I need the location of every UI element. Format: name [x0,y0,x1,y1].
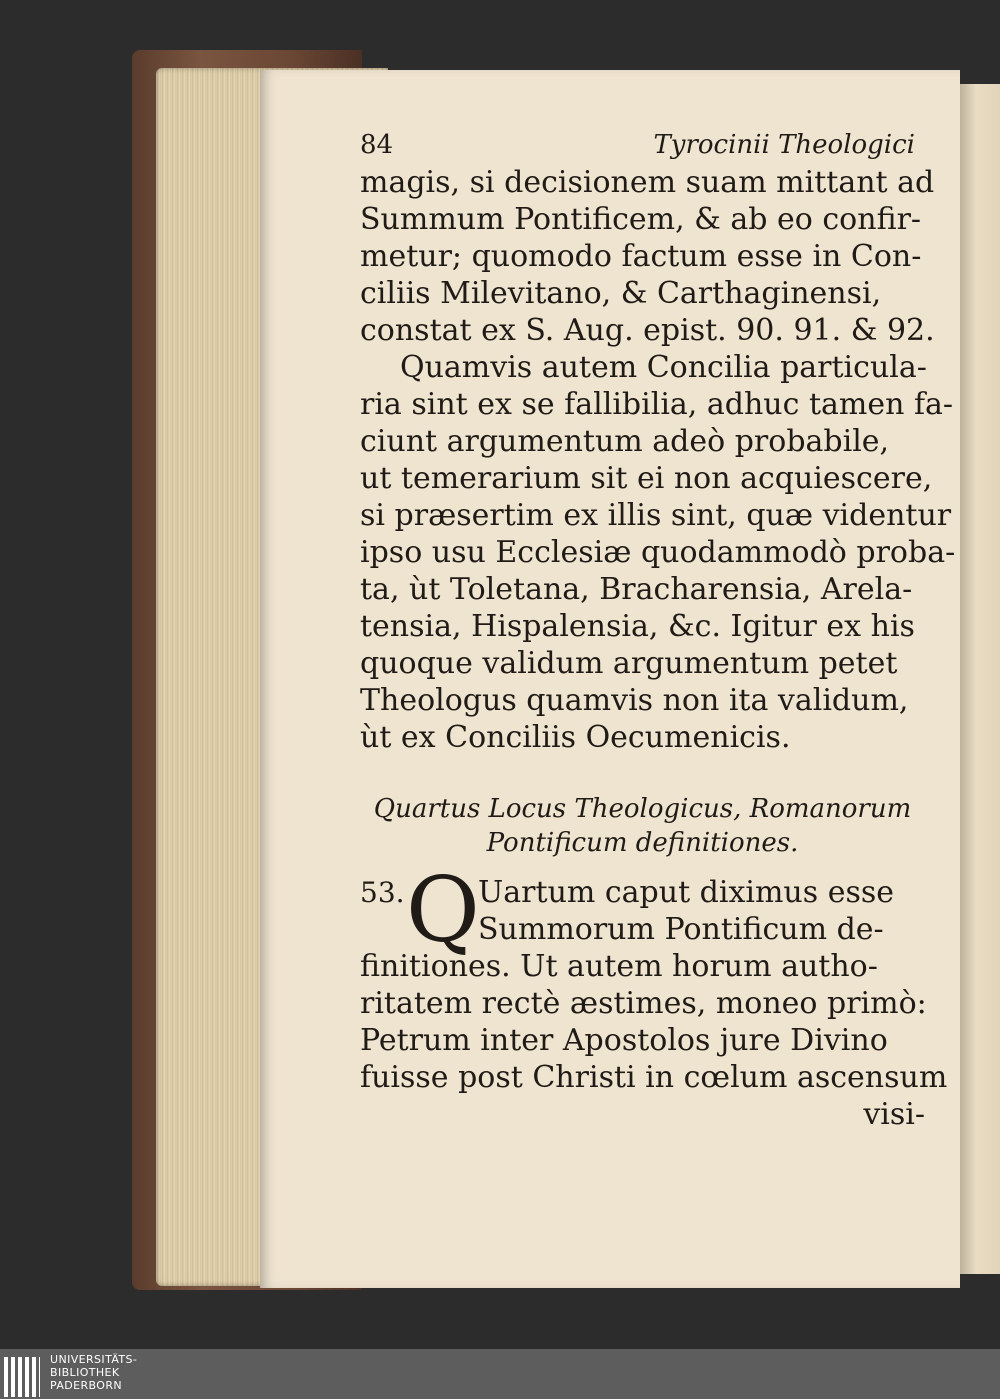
library-name [50,1353,137,1392]
library-name-line: BIBLIOTHEK [50,1366,120,1379]
text-line: ciunt argumentum adeò probabile, [360,424,890,459]
text-line: Summorum Pontificum de- [478,912,884,947]
text-line: ut temerarium sit ei non acquiescere, [360,461,933,496]
paragraph-number: 53. [360,876,405,909]
running-title: Tyrocinii Theologici [653,130,915,160]
library-name-line: UNIVERSITÄTS- [50,1353,138,1366]
text-line: fuisse post Christi in cœlum ascensum [360,1060,948,1095]
text-line: Petrum inter Apostolos jure Divino [360,1023,888,1058]
text-line: finitiones. Ut autem horum autho- [360,949,878,984]
text-line: constat ex S. Aug. epist. 90. 91. & 92. [360,313,935,348]
facing-page-edge [960,84,1000,1274]
text-line: Quamvis autem Concilia particula- [400,350,927,385]
text-line: Theologus quamvis non ita validum, [360,683,909,718]
page-text [360,100,956,1133]
text-line: ritatem rectè æstimes, moneo primò: [360,986,927,1021]
section-heading-line-2: Pontificum definitiones. [486,828,799,858]
text-line: Summum Pontificem, & ab eo confir- [360,202,922,237]
library-logo-icon [4,1357,40,1397]
page-number: 84 [360,130,394,160]
catchword: visi- [863,1097,925,1132]
text-line: ciliis Milevitano, & Carthaginensi, [360,276,882,311]
text-line: ria sint ex se fallibilia, adhuc tamen fa- [360,387,954,422]
text-line: magis, si decisionem suam mittant ad [360,165,935,200]
library-name-line: PADERBORN [50,1379,123,1392]
text-line: Uartum caput diximus esse [478,875,894,910]
library-footer [0,1349,1000,1399]
drop-cap: Q [406,858,480,963]
text-line: metur; quomodo factum esse in Con- [360,239,922,274]
text-line: tensia, Hispalensia, &c. Igitur ex his [360,609,915,644]
text-line: si præsertim ex illis sint, quæ videntur [360,498,952,533]
section-heading-line-1: Quartus Locus Theologicus, Romanorum [373,794,912,824]
running-head [360,100,925,160]
text-line: ipso usu Ecclesiæ quodammodò proba- [360,535,956,570]
paragraph-2 [360,858,948,1133]
text-line: ùt ex Conciliis Oecumenicis. [360,720,791,755]
text-line: quoque validum argumentum petet [360,646,898,681]
paragraph-1 [360,164,956,756]
section-heading [360,792,925,860]
text-line: ta, ùt Toletana, Bracharensia, Arela- [360,572,913,607]
